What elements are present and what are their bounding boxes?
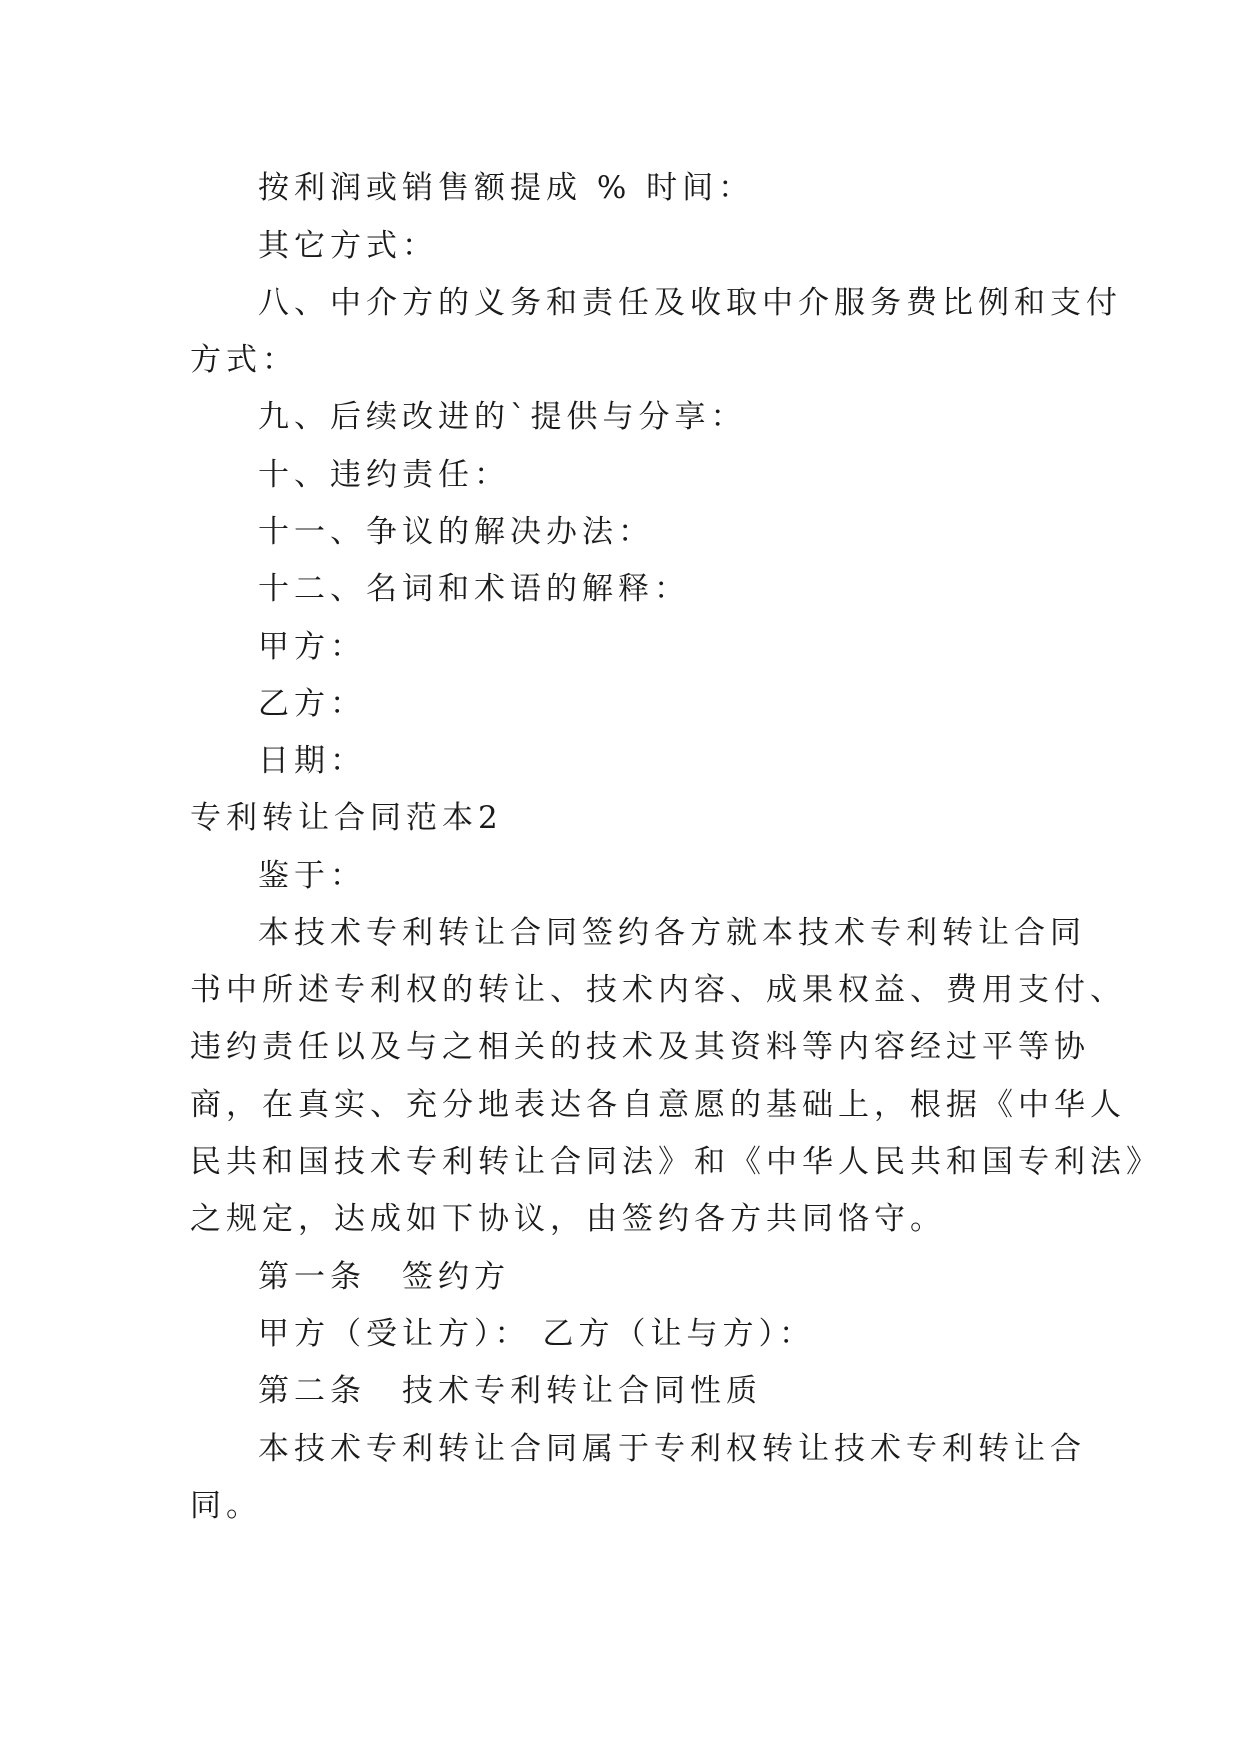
text-line: 同。 bbox=[190, 1488, 262, 1524]
text-line: 其它方式： bbox=[258, 228, 438, 264]
text-line: 之规定，达成如下协议，由签约各方共同恪守。 bbox=[190, 1201, 946, 1237]
section-title: 专利转让合同范本2 bbox=[190, 800, 503, 836]
text-line: 鉴于： bbox=[258, 858, 366, 894]
text-line: 十二、名词和术语的解释： bbox=[258, 571, 690, 607]
text-line: 乙方： bbox=[258, 686, 366, 722]
article-number: 第二条 bbox=[258, 1373, 366, 1409]
article-heading bbox=[258, 1369, 762, 1413]
text-line: 八、中介方的义务和责任及收取中介服务费比例和支付 bbox=[258, 285, 1122, 321]
text-line: 九、后续改进的`提供与分享： bbox=[258, 399, 747, 435]
text-line: 违约责任以及与之相关的技术及其资料等内容经过平等协 bbox=[190, 1029, 1090, 1065]
text-line: 本技术专利转让合同属于专利权转让技术专利转让合 bbox=[258, 1431, 1086, 1467]
party-a-label: 甲方（受让方）： bbox=[258, 1316, 531, 1352]
text-line: 十一、争议的解决办法： bbox=[258, 514, 654, 550]
article-heading bbox=[258, 1255, 510, 1299]
article-title: 签约方 bbox=[402, 1259, 510, 1295]
text-line: 方式： bbox=[190, 342, 298, 378]
text-line: 商，在真实、充分地表达各自意愿的基础上，根据《中华人 bbox=[190, 1087, 1126, 1123]
article-number: 第一条 bbox=[258, 1259, 366, 1295]
text-line: 本技术专利转让合同签约各方就本技术专利转让合同 bbox=[258, 915, 1086, 951]
text-line: 日期： bbox=[258, 743, 366, 779]
parties-line bbox=[258, 1312, 815, 1356]
text-line: 民共和国技术专利转让合同法》和《中华人民共和国专利法》 bbox=[190, 1144, 1162, 1180]
text-line: 十、违约责任： bbox=[258, 457, 510, 493]
text-line: 书中所述专利权的转让、技术内容、成果权益、费用支付、 bbox=[190, 972, 1126, 1008]
text-line: 按利润或销售额提成 % 时间： bbox=[258, 170, 755, 206]
party-b-label: 乙方（让与方）： bbox=[542, 1316, 815, 1352]
text-line: 甲方： bbox=[258, 629, 366, 665]
article-title: 技术专利转让合同性质 bbox=[402, 1373, 762, 1409]
